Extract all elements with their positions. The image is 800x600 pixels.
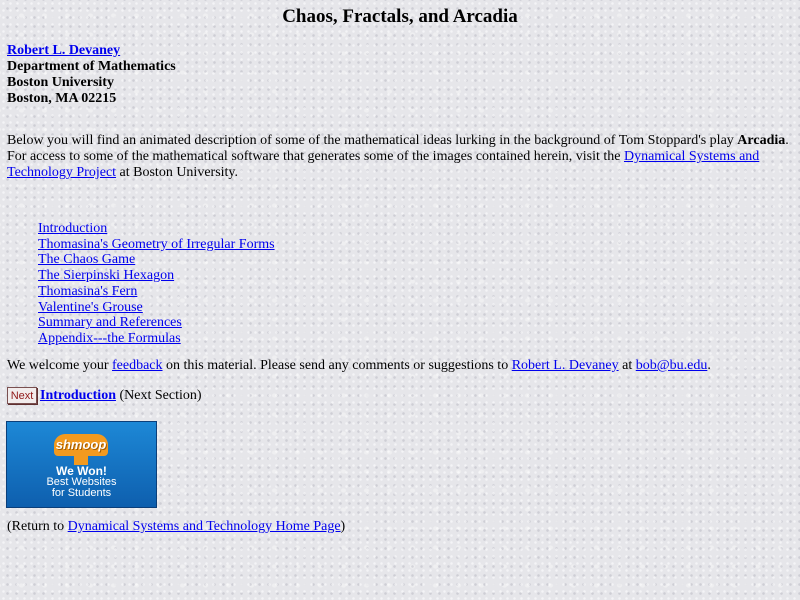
author-link[interactable]: Robert L. Devaney bbox=[7, 43, 121, 58]
welcome-text-3: at bbox=[618, 358, 636, 373]
toc-item bbox=[38, 284, 275, 300]
toc-item bbox=[38, 221, 275, 237]
toc-link-introduction[interactable]: Introduction bbox=[38, 221, 108, 236]
welcome-text-4: . bbox=[707, 358, 711, 373]
welcome-text-1: We welcome your bbox=[7, 358, 112, 373]
author-contact-link[interactable]: Robert L. Devaney bbox=[511, 358, 619, 373]
city-text: Boston, MA 02215 bbox=[7, 91, 117, 106]
play-title: Arcadia bbox=[737, 133, 786, 148]
page-title: Chaos, Fractals, and Arcadia bbox=[282, 6, 518, 27]
welcome-text-2: on this material. Please send any comments or suggestions to bbox=[162, 358, 512, 373]
return-text-1: (Return to bbox=[7, 519, 68, 534]
return-text-2: ) bbox=[340, 519, 346, 534]
table-of-contents bbox=[38, 221, 275, 347]
author-address bbox=[7, 43, 176, 107]
toc-link-fern[interactable]: Thomasina's Fern bbox=[38, 283, 138, 299]
toc-link-chaos-game[interactable]: The Chaos Game bbox=[38, 252, 136, 268]
toc-item bbox=[38, 252, 275, 268]
next-section-nav bbox=[7, 387, 202, 404]
toc-item bbox=[38, 331, 275, 347]
email-link[interactable]: bob@bu.edu bbox=[635, 358, 708, 373]
home-page-link[interactable]: Dynamical Systems and Technology Home Page bbox=[67, 519, 341, 534]
university-text: Boston University bbox=[7, 75, 114, 90]
toc-link-grouse[interactable]: Valentine's Grouse bbox=[38, 299, 143, 315]
intro-paragraph bbox=[7, 133, 793, 181]
next-label bbox=[40, 388, 202, 404]
next-section-link[interactable]: Introduction bbox=[40, 388, 116, 403]
next-icon[interactable]: Next bbox=[7, 387, 37, 404]
next-note: (Next Section) bbox=[115, 388, 202, 403]
return-paragraph bbox=[7, 519, 345, 535]
toc-link-sierpinski[interactable]: The Sierpinski Hexagon bbox=[38, 268, 175, 284]
badge-line-3: for Students bbox=[51, 487, 112, 499]
intro-text-1: Below you will find an animated description of some of the mathematical ideas lurking in the background of Tom Stoppard's play bbox=[7, 133, 738, 148]
department-text: Department of Mathematics bbox=[7, 59, 176, 74]
toc-link-summary[interactable]: Summary and References bbox=[38, 315, 182, 331]
shmoop-logo: shmoop bbox=[54, 434, 108, 456]
intro-text-2: . For access to some of the mathematical software that generates some of the images contained herein, visit the bbox=[7, 133, 789, 164]
feedback-link[interactable]: feedback bbox=[112, 358, 163, 373]
award-badge[interactable] bbox=[6, 421, 157, 508]
toc-item bbox=[38, 315, 275, 331]
toc-link-appendix[interactable]: Appendix---the Formulas bbox=[38, 330, 181, 346]
welcome-paragraph bbox=[7, 358, 711, 374]
toc-link-geometry[interactable]: Thomasina's Geometry of Irregular Forms bbox=[38, 236, 275, 252]
badge-line-2: Best Websites bbox=[46, 476, 117, 488]
toc-item bbox=[38, 300, 275, 316]
toc-item bbox=[38, 237, 275, 253]
dst-project-link[interactable]: Dynamical Systems and Technology Project bbox=[7, 149, 760, 180]
intro-text-3: at Boston University. bbox=[116, 165, 239, 180]
badge-won-text: We Won! bbox=[56, 464, 107, 478]
toc-item bbox=[38, 268, 275, 284]
